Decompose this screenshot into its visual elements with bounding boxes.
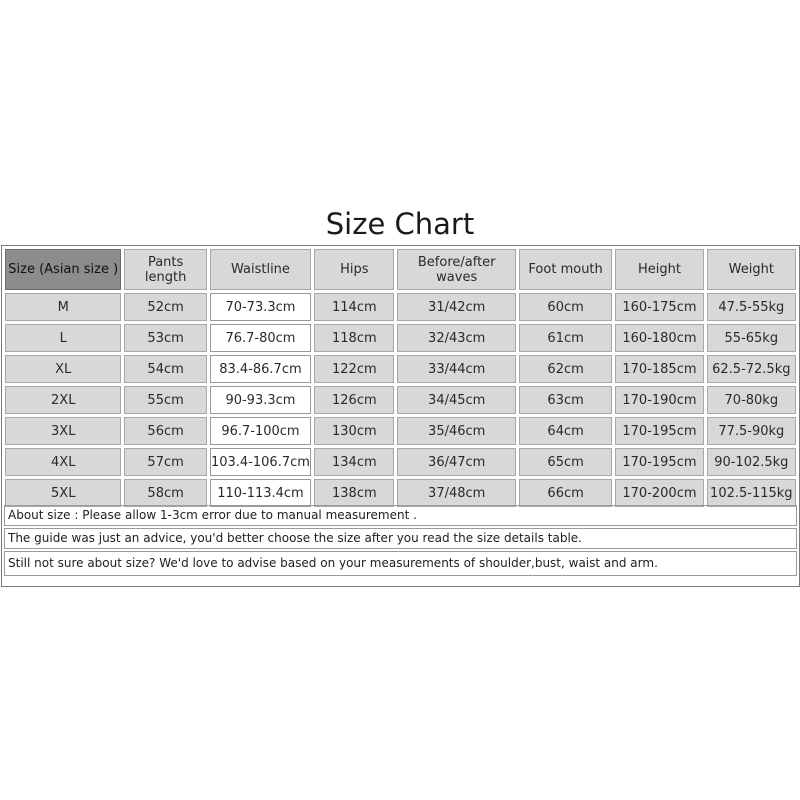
weight-cell: 102.5-115kg (707, 479, 796, 507)
size-cell: 2XL (5, 386, 121, 414)
height-cell: 160-180cm (615, 324, 703, 352)
size-notes (2, 505, 799, 578)
weight-cell: 47.5-55kg (707, 293, 796, 321)
header-foot-mouth: Foot mouth (519, 249, 612, 290)
before-after-waves-cell: 36/47cm (397, 448, 515, 476)
header-row (5, 249, 796, 290)
pants-length-cell: 57cm (124, 448, 206, 476)
waistline-cell: 96.7-100cm (210, 417, 311, 445)
pants-length-cell: 58cm (124, 479, 206, 507)
size-cell: M (5, 293, 121, 321)
size-grid (2, 246, 799, 510)
size-cell: 4XL (5, 448, 121, 476)
weight-cell: 77.5-90kg (707, 417, 796, 445)
hips-cell: 138cm (314, 479, 394, 507)
waistline-cell: 90-93.3cm (210, 386, 311, 414)
note-about-size: About size : Please allow 1-3cm error due to manual measurement . (4, 505, 797, 526)
weight-cell: 70-80kg (707, 386, 796, 414)
table-row (5, 417, 796, 445)
weight-cell: 62.5-72.5kg (707, 355, 796, 383)
table-row (5, 293, 796, 321)
hips-cell: 118cm (314, 324, 394, 352)
size-chart-table (1, 245, 800, 587)
table-row (5, 448, 796, 476)
size-cell: 3XL (5, 417, 121, 445)
waistline-cell: 76.7-80cm (210, 324, 311, 352)
foot-mouth-cell: 62cm (519, 355, 612, 383)
foot-mouth-cell: 60cm (519, 293, 612, 321)
before-after-waves-cell: 37/48cm (397, 479, 515, 507)
header-height: Height (615, 249, 703, 290)
waistline-cell: 83.4-86.7cm (210, 355, 311, 383)
header-before-after-waves: Before/after waves (397, 249, 515, 290)
pants-length-cell: 54cm (124, 355, 206, 383)
header-size: Size (Asian size ) (5, 249, 121, 290)
weight-cell: 55-65kg (707, 324, 796, 352)
before-after-waves-cell: 32/43cm (397, 324, 515, 352)
foot-mouth-cell: 65cm (519, 448, 612, 476)
height-cell: 170-195cm (615, 448, 703, 476)
pants-length-cell: 52cm (124, 293, 206, 321)
size-cell: XL (5, 355, 121, 383)
foot-mouth-cell: 63cm (519, 386, 612, 414)
height-cell: 160-175cm (615, 293, 703, 321)
hips-cell: 134cm (314, 448, 394, 476)
hips-cell: 130cm (314, 417, 394, 445)
foot-mouth-cell: 64cm (519, 417, 612, 445)
before-after-waves-cell: 34/45cm (397, 386, 515, 414)
chart-title: Size Chart (325, 207, 475, 241)
before-after-waves-cell: 35/46cm (397, 417, 515, 445)
height-cell: 170-195cm (615, 417, 703, 445)
hips-cell: 122cm (314, 355, 394, 383)
waistline-cell: 110-113.4cm (210, 479, 311, 507)
note-guide-advice: The guide was just an advice, you'd better choose the size after you read the size details table. (4, 528, 797, 549)
pants-length-cell: 55cm (124, 386, 206, 414)
height-cell: 170-190cm (615, 386, 703, 414)
size-cell: L (5, 324, 121, 352)
weight-cell: 90-102.5kg (707, 448, 796, 476)
header-weight: Weight (707, 249, 796, 290)
table-row (5, 386, 796, 414)
before-after-waves-cell: 31/42cm (397, 293, 515, 321)
note-advise-measurements: Still not sure about size? We'd love to advise based on your measurements of shoulder,bust, waist and arm. (4, 551, 797, 576)
height-cell: 170-185cm (615, 355, 703, 383)
foot-mouth-cell: 66cm (519, 479, 612, 507)
header-pants-length: Pants length (124, 249, 206, 290)
table-row (5, 324, 796, 352)
hips-cell: 114cm (314, 293, 394, 321)
size-cell: 5XL (5, 479, 121, 507)
header-waistline: Waistline (210, 249, 311, 290)
waistline-cell: 70-73.3cm (210, 293, 311, 321)
before-after-waves-cell: 33/44cm (397, 355, 515, 383)
table-row (5, 479, 796, 507)
pants-length-cell: 53cm (124, 324, 206, 352)
table-row (5, 355, 796, 383)
height-cell: 170-200cm (615, 479, 703, 507)
foot-mouth-cell: 61cm (519, 324, 612, 352)
hips-cell: 126cm (314, 386, 394, 414)
pants-length-cell: 56cm (124, 417, 206, 445)
waistline-cell: 103.4-106.7cm (210, 448, 311, 476)
header-hips: Hips (314, 249, 394, 290)
